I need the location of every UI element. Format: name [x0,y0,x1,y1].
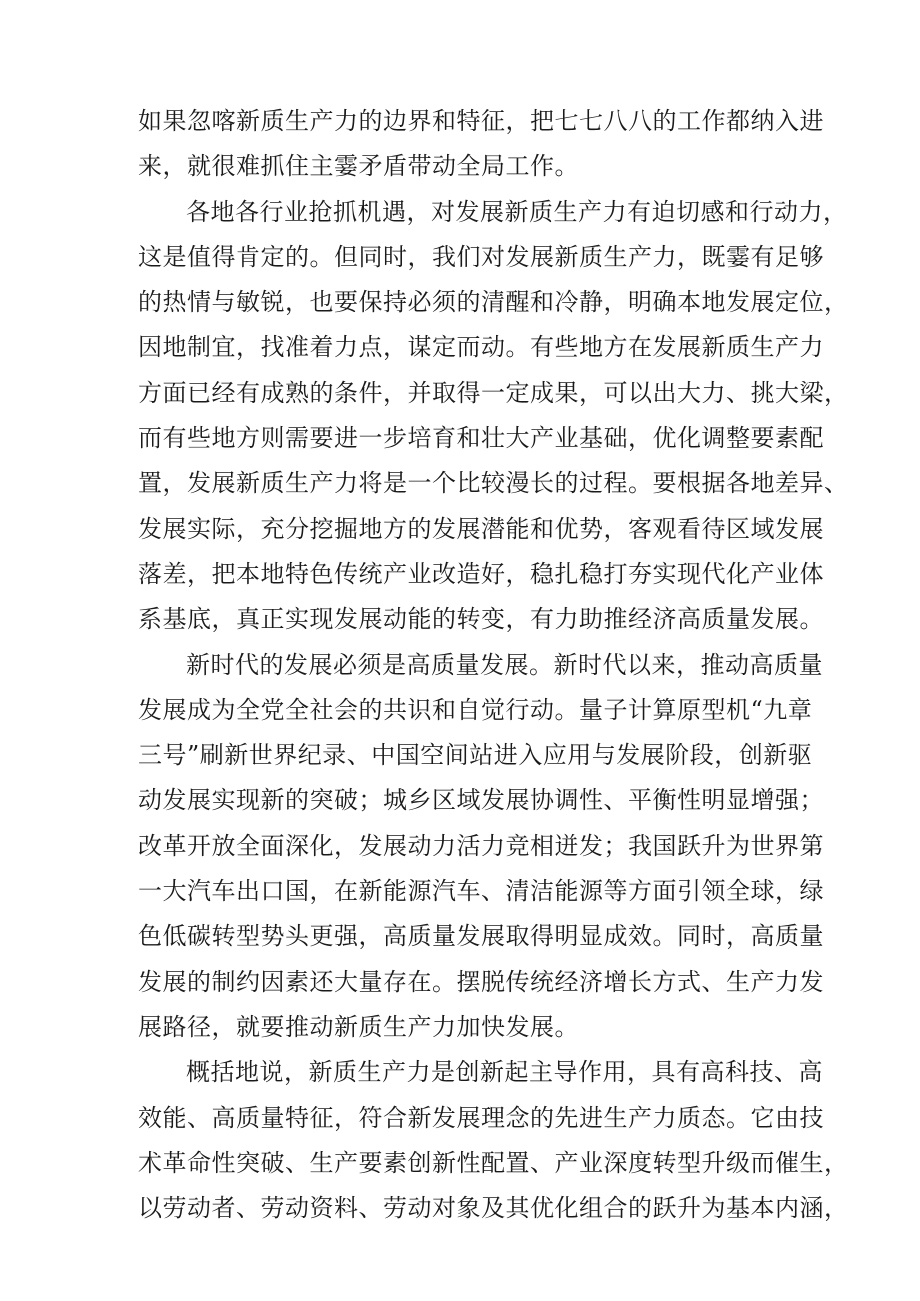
paragraph-start-line: 新时代的发展必须是高质量发展。新时代以来，推动高质量 [186,650,823,679]
text-line: 以劳动者、劳动资料、劳动对象及其优化组合的跃升为基本内涵， [138,1194,849,1223]
text-line: 置，发展新质生产力将是一个比较漫长的过程。要根据各地差异、 [138,469,849,498]
body-text [138,99,849,1231]
text-line: 发展成为全党全社会的共识和自觉行动。量子计算原型机“九章 [138,695,813,724]
text-line: 改革开放全面深化，发展动力活力竞相迸发；我国跃升为世界第 [138,831,824,860]
text-line: 发展的制约因素还大量存在。摆脱传统经济增长方式、生产力发 [138,967,824,996]
text-line: 因地制宜，找准着力点，谋定而动。有些地方在发展新质生产力 [138,333,824,362]
text-line: 的热情与敏锐，也要保持必须的清醒和冷静，明确本地发展定位， [138,288,849,317]
paragraph-start-line: 各地各行业抢抓机遇，对发展新质生产力有迫切感和行动力， [186,197,848,226]
text-line: 色低碳转型势头更强，高质量发展取得明显成效。同时，高质量 [138,922,824,951]
text-line: 展路径，就要推动新质生产力加快发展。 [138,1012,579,1041]
paragraph-start-line: 概括地说，新质生产力是创新起主导作用，具有高科技、高 [186,1058,823,1087]
text-line: 如果忽喀新质生产力的边界和特征，把七七八八的工作都纳入进 [138,107,824,135]
text-line: 动发展实现新的突破；城乡区域发展协调性、平衡性明显增强； [138,786,824,815]
text-line: 发展实际，充分挖掘地方的发展潜能和优势，客观看待区域发展 [138,514,824,543]
text-line: 术革命性突破、生产要素创新性配置、产业深度转型升级而催生， [138,1148,849,1177]
text-line: 而有些地方则需要进一步培育和壮大产业基础，优化调整要素配 [138,424,824,453]
text-line: 来，就很难抓住主霎矛盾带动全局工作。 [138,152,579,181]
text-line: 系基底，真正实现发展动能的转变，有力助推经济高质量发展。 [138,605,824,634]
text-line: 落差，把本地特色传统产业改造好，稳扎稳打夯实现代化产业体 [138,559,824,588]
text-line: 三号”刷新世界纪录、中国空间站进入应用与发展阶段，创新驱 [138,741,813,770]
text-line: 效能、高质量特征，符合新发展理念的先进生产力质态。它由技 [138,1103,824,1132]
text-line: 这是值得肯定的。但同时，我们对发展新质生产力，既霎有足够 [138,242,824,271]
text-line: 方面已经有成熟的条件，并取得一定成果，可以出大力、挑大梁， [138,378,849,407]
text-line: 一大汽车出口国，在新能源汽车、清洁能源等方面引领全球，绿 [138,877,824,906]
